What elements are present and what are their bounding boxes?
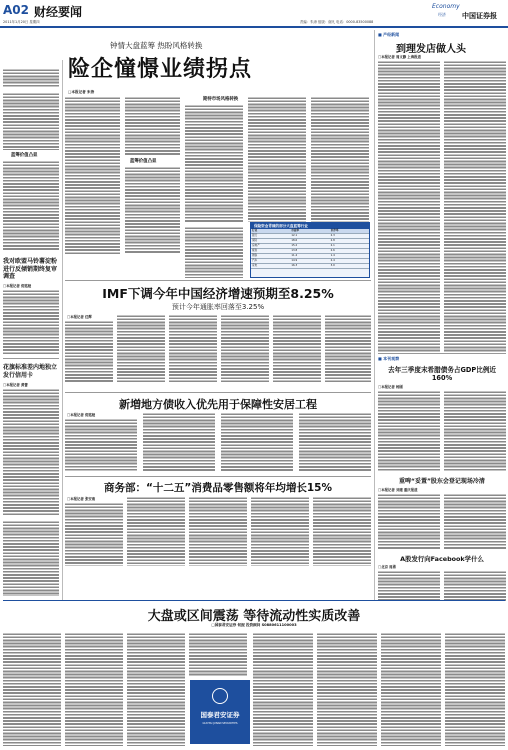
body-text	[185, 226, 243, 278]
table-title: 保险资金青睐的部分大盘蓝筹行业	[251, 223, 369, 229]
section-title: 财经要闻	[34, 5, 83, 19]
body-text	[3, 92, 59, 150]
header-rule	[0, 26, 508, 28]
right-byline-4: □北京 周勇	[378, 565, 396, 569]
divider	[378, 353, 506, 354]
body-text	[253, 632, 313, 746]
column-divider	[374, 30, 375, 600]
commerce-article	[65, 476, 371, 596]
right-byline-2: □本报记者 杨刚	[378, 385, 403, 389]
bottom-headline: 大盘或区间震荡 等待流动性实质改善	[147, 609, 361, 624]
commerce-byline: □本报记者 张安南	[67, 497, 96, 501]
body-text	[221, 314, 269, 382]
table-cell: 家电	[251, 263, 290, 268]
table-cell: 汽车	[251, 258, 290, 263]
table-cell: 2.4	[330, 258, 369, 263]
imf-subhead: 预计今年通胀率回落至3.25%	[171, 303, 265, 311]
table-cell: 11.4	[290, 253, 329, 258]
body-text	[189, 496, 247, 566]
body-text	[317, 632, 377, 746]
logo-sub: 经济	[438, 12, 446, 17]
right-headline-2: 去年三季度末希腊债务占GDP比例近160%	[387, 366, 497, 382]
body-text	[221, 412, 293, 472]
table-cell: 12.1	[290, 233, 329, 238]
masthead-logo: 中国证券报	[462, 11, 497, 20]
divider	[65, 392, 371, 393]
right-byline-3: □本报记者 刘建 重庆报道	[378, 488, 418, 492]
left-byline-2: □本报记者 黄蕾	[3, 383, 28, 387]
left-headline-2: 花旗标准差内地独立发行信用卡	[3, 364, 58, 379]
right-article-2	[378, 356, 506, 512]
column-divider	[62, 60, 63, 600]
table-header: 市盈率	[290, 229, 329, 233]
right-byline: □本报记者 周文静 上海报道	[378, 55, 421, 59]
divider	[3, 600, 505, 601]
divider	[3, 358, 59, 359]
right-headline: 到理发店做人头	[396, 44, 466, 55]
table-cell: 13.8	[290, 248, 329, 253]
body-text	[251, 496, 309, 566]
table-cell: 银行	[251, 233, 290, 238]
lead-kicker: 钟情大盘蓝筹 热盼风格转换	[110, 41, 203, 50]
body-text	[381, 632, 441, 746]
commerce-headline: 商务部：“十二五”消费品零售额将年均増长15%	[104, 482, 332, 494]
table-row	[251, 263, 369, 268]
right-headline-4: A股发行向Facebook学什么	[400, 555, 484, 563]
body-text	[444, 390, 506, 472]
body-text	[378, 390, 440, 472]
table-cell: 保险	[251, 238, 290, 243]
logo-en: Economy	[432, 3, 460, 10]
body-text	[65, 632, 123, 746]
body-text	[248, 96, 306, 222]
table-cell: 2.3	[330, 233, 369, 238]
housing-article	[65, 392, 371, 474]
body-text	[3, 160, 59, 250]
lead-subhead: 蓝筹价值凸显	[11, 153, 38, 158]
left-headline-1: 我对欧盟马铃薯淀粉进行反倾销期终复审调查	[3, 258, 58, 280]
table-cell: 2.1	[330, 243, 369, 248]
body-text	[3, 632, 61, 746]
table-cell: 15.2	[290, 243, 329, 248]
page-number: A02	[3, 3, 29, 17]
body-text	[444, 60, 506, 352]
housing-byline: □本报记者 倪铭娅	[67, 413, 96, 417]
ad-sub: GUOTAI JUNAN SECURITIES	[202, 722, 238, 725]
body-text	[117, 314, 165, 382]
body-text	[127, 632, 185, 746]
table-cell: 2.8	[330, 238, 369, 243]
housing-headline: 新増地方债收入优先用于保障性安居工程	[119, 398, 317, 411]
imf-article	[65, 280, 371, 390]
table-cell: 18.6	[290, 238, 329, 243]
body-text	[311, 96, 369, 222]
left-article-1	[3, 258, 59, 356]
body-text	[444, 570, 506, 602]
bottom-article	[0, 600, 508, 750]
body-text	[378, 60, 440, 352]
body-text	[169, 314, 217, 382]
table-cell: 14.9	[290, 258, 329, 263]
left-byline-1: □本报记者 倪铭娅	[3, 284, 32, 288]
body-text	[65, 96, 120, 254]
bottom-byline: □国泰君安证券 何振 投资顾问 S0880611100003	[211, 623, 297, 627]
right-topic: ■ 产经新闻	[378, 32, 400, 37]
lead-headline: 险企憧憬业绩拐点	[68, 57, 253, 82]
right-headline-3: 重啤“妥置”股东会登记现场冷清	[399, 478, 485, 485]
body-text	[3, 289, 59, 355]
lead-byline: □本报记者 朱涛	[68, 90, 95, 94]
right-topic-2: ■ 本刊观察	[378, 356, 400, 361]
lead-subhead-2: 期待市场风格转换	[203, 97, 239, 102]
table-cell: 16.3	[290, 263, 329, 268]
ad-text: 国泰君安证券	[200, 711, 240, 719]
body-text	[125, 166, 180, 254]
body-text	[65, 320, 113, 382]
table-header: 市净率	[330, 229, 369, 233]
table-cell: 煤炭	[251, 248, 290, 253]
body-text	[125, 96, 180, 156]
imf-headline: IMF下调今年中国经济增速预期至8.25%	[102, 286, 334, 301]
right-article-4	[378, 552, 506, 602]
ad-logo-icon	[212, 688, 228, 704]
body-text	[143, 412, 215, 472]
body-text	[127, 496, 185, 566]
body-text	[3, 68, 59, 88]
body-text	[3, 520, 59, 596]
ad-banner	[190, 680, 250, 744]
table-header: 行业	[251, 229, 290, 233]
body-text	[444, 493, 506, 549]
data-table	[251, 229, 369, 269]
table-cell: 钢铁	[251, 253, 290, 258]
table-cell: 房地产	[251, 243, 290, 248]
right-article-1	[378, 32, 506, 352]
body-text	[65, 502, 123, 566]
imf-byline: □本报记者 任辉	[67, 315, 92, 319]
body-text	[313, 496, 371, 566]
page-header	[0, 0, 508, 32]
editor-line: 责编：朱涛 组版：谢凡 电话：0000-83500088	[300, 20, 374, 24]
table-cell: 1.4	[330, 253, 369, 258]
divider	[65, 476, 371, 477]
body-text	[273, 314, 321, 382]
body-text	[378, 570, 440, 602]
body-text	[65, 418, 137, 472]
table-cell: 2.6	[330, 248, 369, 253]
body-text	[445, 632, 505, 746]
lead-subhead: 蓝筹价值凸显	[130, 159, 157, 164]
lead-data-table	[250, 222, 370, 278]
body-text	[185, 104, 243, 222]
divider	[65, 280, 371, 281]
body-text	[3, 388, 59, 516]
body-text	[189, 632, 247, 676]
date-line: 2011年1月20日 星期四	[3, 20, 40, 24]
body-text	[325, 314, 371, 382]
table-cell: 3.0	[330, 263, 369, 268]
body-text	[299, 412, 371, 472]
body-text	[378, 493, 440, 549]
